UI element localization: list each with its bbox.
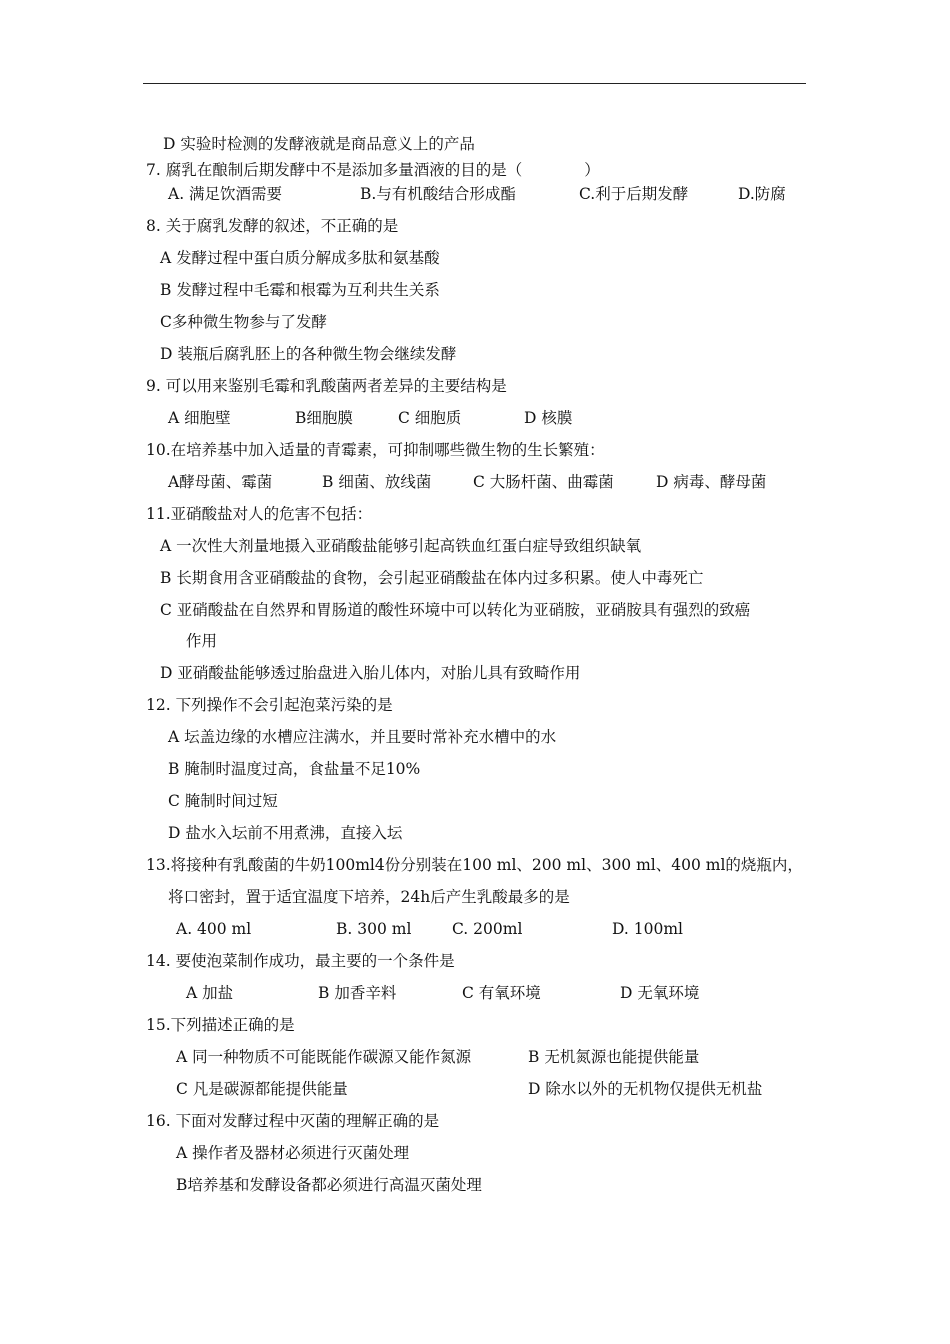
q13-option-c: C. 200ml — [452, 920, 523, 938]
q9-option-d: D 核膜 — [524, 409, 573, 427]
q10-option-b: B 细菌、放线菌 — [322, 473, 432, 491]
q14-option-b: B 加香辛料 — [318, 984, 397, 1002]
q8-option-c: C多种微生物参与了发酵 — [160, 313, 327, 331]
q16-option-b: B培养基和发酵设备都必须进行高温灭菌处理 — [176, 1176, 482, 1194]
q13-option-d: D. 100ml — [612, 920, 683, 938]
q9-option-a: A 细胞壁 — [168, 409, 231, 427]
q14-option-a: A 加盐 — [186, 984, 234, 1002]
q14-option-c: C 有氧环境 — [462, 984, 541, 1002]
q7-option-d: D.防腐 — [738, 185, 786, 203]
q11-option-c: C 亚硝酸盐在自然界和胃肠道的酸性环境中可以转化为亚硝胺，亚硝胺具有强烈的致癌 — [160, 601, 751, 619]
q15-option-a: A 同一种物质不可能既能作碳源又能作氮源 — [176, 1048, 472, 1066]
q8-stem: 8. 关于腐乳发酵的叙述，不正确的是 — [146, 217, 399, 235]
q9-option-c: C 细胞质 — [398, 409, 462, 427]
q6-option-d: D 实验时检测的发酵液就是商品意义上的产品 — [163, 135, 475, 153]
header-rule — [143, 83, 806, 84]
q14-option-d: D 无氧环境 — [620, 984, 700, 1002]
q15-stem: 15.下列描述正确的是 — [146, 1016, 295, 1034]
q9-option-b: B细胞膜 — [295, 409, 353, 427]
q11-option-a: A 一次性大剂量地摄入亚硝酸盐能够引起高铁血红蛋白症导致组织缺氧 — [160, 537, 642, 555]
q7-option-c: C.利于后期发酵 — [579, 185, 689, 203]
q15-option-b: B 无机氮源也能提供能量 — [528, 1048, 700, 1066]
q10-stem: 10.在培养基中加入适量的青霉素，可抑制哪些微生物的生长繁殖： — [146, 441, 605, 459]
q11-stem: 11.亚硝酸盐对人的危害不包括： — [146, 505, 373, 523]
q11-option-b: B 长期食用含亚硝酸盐的食物，会引起亚硝酸盐在体内过多积累。使人中毒死亡 — [160, 569, 704, 587]
q8-option-a: A 发酵过程中蛋白质分解成多肽和氨基酸 — [160, 249, 440, 267]
q8-option-d: D 装瓶后腐乳胚上的各种微生物会继续发酵 — [160, 345, 457, 363]
q7-option-a: A. 满足饮酒需要 — [168, 185, 283, 203]
q16-option-a: A 操作者及器材必须进行灭菌处理 — [176, 1144, 410, 1162]
q12-option-d: D 盐水入坛前不用煮沸，直接入坛 — [168, 824, 403, 842]
q14-stem: 14. 要使泡菜制作成功，最主要的一个条件是 — [146, 952, 455, 970]
q15-option-d: D 除水以外的无机物仅提供无机盐 — [528, 1080, 763, 1098]
q15-option-c: C 凡是碳源都能提供能量 — [176, 1080, 348, 1098]
q8-option-b: B 发酵过程中毛霉和根霉为互利共生关系 — [160, 281, 440, 299]
q13-stem-continued: 将口密封，置于适宜温度下培养，24h后产生乳酸最多的是 — [168, 888, 570, 906]
q10-option-a: A酵母菌、霉菌 — [168, 473, 273, 491]
q13-option-b: B. 300 ml — [336, 920, 412, 938]
q10-option-d: D 病毒、酵母菌 — [656, 473, 767, 491]
q12-option-b: B 腌制时温度过高，食盐量不足10% — [168, 760, 421, 778]
q13-option-a: A. 400 ml — [176, 920, 252, 938]
q12-option-c: C 腌制时间过短 — [168, 792, 278, 810]
q9-stem: 9. 可以用来鉴别毛霉和乳酸菌两者差异的主要结构是 — [146, 377, 507, 395]
q7-option-b: B.与有机酸结合形成酯 — [360, 185, 516, 203]
q11-option-d: D 亚硝酸盐能够透过胎盘进入胎儿体内，对胎儿具有致畸作用 — [160, 664, 581, 682]
q12-stem: 12. 下列操作不会引起泡菜污染的是 — [146, 696, 393, 714]
q10-option-c: C 大肠杆菌、曲霉菌 — [473, 473, 614, 491]
q16-stem: 16. 下面对发酵过程中灭菌的理解正确的是 — [146, 1112, 440, 1130]
q13-stem: 13.将接种有乳酸菌的牛奶100ml4份分别装在100 ml、200 ml、300 ml、400 ml的烧瓶内， — [146, 856, 803, 874]
q12-option-a: A 坛盖边缘的水槽应注满水，并且要时常补充水槽中的水 — [168, 728, 557, 746]
q7-stem: 7. 腐乳在酿制后期发酵中不是添加多量酒液的目的是（ ） — [146, 161, 600, 179]
q11-option-c-continued: 作用 — [186, 632, 218, 650]
